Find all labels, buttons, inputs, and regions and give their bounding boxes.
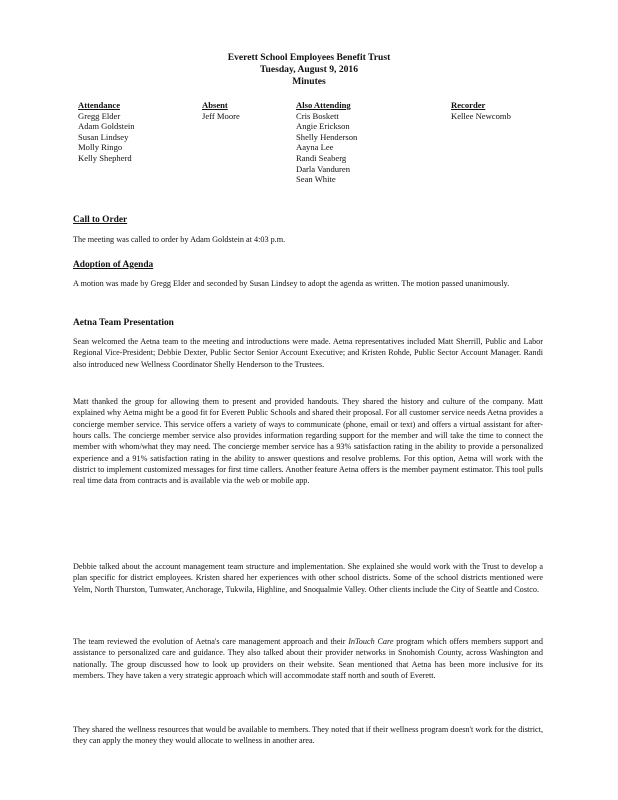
- call-to-order-section: [73, 214, 543, 226]
- aetna-paragraph-2: [73, 396, 543, 487]
- aetna-section: [73, 317, 543, 329]
- attendee-name: Gregg Elder: [78, 110, 121, 121]
- recorder-name: Kellee Newcomb: [451, 110, 511, 121]
- aetna-wellness-text: They shared the wellness resources that would be available to members. They noted that if their wellness program doesn't work for the district, they can apply the money they would allocate to wellness in another area.: [73, 725, 543, 746]
- aetna-heading: Aetna Team Presentation: [73, 318, 174, 328]
- adoption-of-agenda-body: [73, 278, 543, 289]
- absent-heading: Absent: [202, 100, 228, 110]
- also-attending-name: Shelly Henderson: [296, 131, 358, 142]
- also-attending-name: Randi Seaberg: [296, 152, 347, 163]
- aetna-intro-text: Sean welcomed the Aetna team to the meeting and introductions were made. Aetna representatives included Matt Sherrill, Public and Labor Regional Vice-President; Debbie Dexter, Public Sector Senior Account Executive; and Kristen Rohde, Public Sector Account Manager. Randi also introduced new Wellness Coordinator Shelly Henderson to the Trustees.: [73, 337, 543, 369]
- absent-name: Jeff Moore: [202, 110, 240, 121]
- aetna-service-text: Matt thanked the group for allowing them to present and provided handouts. They shared the history and culture of the company. Matt explained why Aetna might be a good fit for Everett Public Schools and shared their proposal. For all customer service needs Aetna provides a concierge member service. This service offers a variety of ways to communicate (phone, email or text) and offers a virtual assistant for after-hours calls. The concierge member service also provides information regarding support for the member and will take the time to connect the member with whom/what they may need. The concierge member service has a 93% satisfaction rating in the ability to provide a personalized experience and a 91% satisfaction rating in the ability to answer questions and resolve problems. For this option, Aetna will work with the district to implement customized messages for first time callers. Another feature Aetna offers is the member payment estimator. This tool pulls real time data from contracts and is available via the web or mobile app.: [73, 397, 543, 486]
- attendee-name: Kelly Shepherd: [78, 152, 132, 163]
- also-attending-name: Darla Vanduren: [296, 163, 351, 174]
- aetna-paragraph-3: [73, 561, 543, 595]
- call-to-order-text: The meeting was called to order by Adam Goldstein at 4:03 p.m.: [73, 235, 286, 244]
- document-title: Everett School Employees Benefit Trust: [227, 52, 391, 63]
- adoption-of-agenda-text: A motion was made by Gregg Elder and seconded by Susan Lindsey to adopt the agenda as written. The motion passed unanimously.: [73, 279, 510, 288]
- attendee-name: Adam Goldstein: [78, 121, 135, 132]
- adoption-of-agenda-heading: Adoption of Agenda: [73, 260, 154, 270]
- absent-column: [202, 100, 240, 121]
- aetna-care-text-b: program which offers members support and assistance to personalized care and guidance. They also talked about their provider networks in Snohomish County, across Washington and nationally. The group discussed how to look up providers on their website. Sean mentioned that Aetna has been more inclusive for its members. They have taken a very strategic approach which will accommodate staff north and south of Everett.: [73, 637, 543, 681]
- also-attending-name: Cris Boskett: [296, 110, 339, 121]
- also-attending-heading: Also Attending: [296, 100, 351, 110]
- recorder-column: [451, 100, 511, 121]
- aetna-paragraph-5: [73, 724, 543, 747]
- aetna-paragraph-1: [73, 336, 543, 370]
- document-subtitle: Minutes: [292, 76, 326, 87]
- attendee-name: Molly Ringo: [78, 142, 123, 153]
- aetna-care-text-a: The team reviewed the evolution of Aetna's care management approach and their: [73, 637, 349, 646]
- meeting-date: Tuesday, August 9, 2016: [259, 64, 359, 75]
- intouch-care-program: InTouch Care: [348, 637, 394, 646]
- aetna-care-text: [73, 636, 543, 681]
- attendance-heading: Attendance: [78, 100, 121, 110]
- call-to-order-body: [73, 234, 543, 245]
- also-attending-name: Sean White: [296, 174, 336, 185]
- also-attending-column: [296, 100, 357, 185]
- aetna-paragraph-4: [73, 636, 543, 681]
- attendee-name: Susan Lindsey: [78, 131, 129, 142]
- adoption-of-agenda-section: [73, 259, 543, 271]
- aetna-account-text: Debbie talked about the account management team structure and implementation. She explained she would work with the Trust to develop a plan specific for district employees. Kristen shared her experiences with other school districts. Some of the school districts mentioned were Yelm, North Thurston, Tumwater, Anchorage, Tukwila, Highline, and Snoqualmie Valley. Other clients include the City of Seattle and Costco.: [73, 562, 543, 594]
- also-attending-name: Aayna Lee: [296, 142, 334, 153]
- call-to-order-heading: Call to Order: [73, 215, 128, 225]
- attendance-column: [78, 100, 135, 164]
- also-attending-name: Angie Erickson: [296, 121, 350, 132]
- recorder-heading: Recorder: [451, 100, 486, 110]
